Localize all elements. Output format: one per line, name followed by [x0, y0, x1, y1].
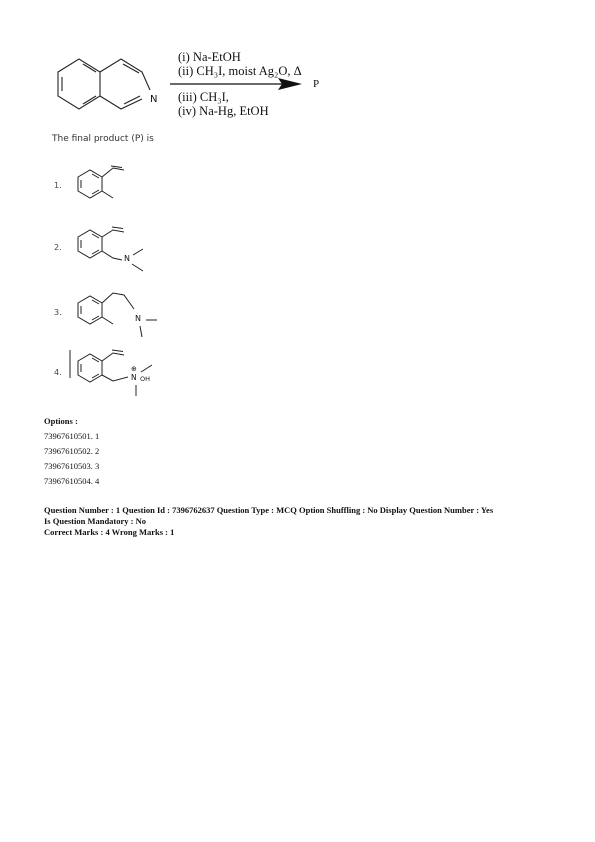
choice-number-3: 3.	[54, 308, 62, 317]
reagent-1: (i) Na-EtOH	[178, 50, 241, 64]
product-label: P	[313, 78, 320, 90]
reagent-4: (iv) Na-Hg, EtOH	[178, 104, 269, 118]
choice-number-4: 4.	[54, 368, 62, 377]
choice-4-charge-label: ⊕	[131, 365, 137, 373]
reagent-3: (iii) CH₃I,	[178, 90, 229, 104]
option-item-2: 73967610502. 2	[44, 446, 100, 456]
question-meta-line-1: Question Number : 1 Question Id : 7396762637 Question Type : MCQ Option Shuffling : No Display Question Number : Yes	[44, 505, 494, 515]
isoquinoline-n-label: N	[150, 94, 158, 105]
choice-4-oh-label: OH	[140, 375, 151, 383]
choice-3-n-label: N	[135, 314, 141, 323]
option-item-1: 73967610501. 1	[44, 431, 100, 441]
question-prompt: The final product (P) is	[52, 134, 154, 144]
option-item-4: 73967610504. 4	[44, 476, 100, 486]
choice-2-n-label: N	[124, 254, 130, 263]
choice-4-n-label: N	[131, 373, 137, 382]
choice-number-2: 2.	[54, 243, 62, 252]
options-title: Options :	[44, 416, 78, 426]
option-item-3: 73967610503. 3	[44, 461, 100, 471]
choice-number-1: 1.	[54, 181, 62, 190]
question-meta-line-3: Correct Marks : 4 Wrong Marks : 1	[44, 527, 175, 537]
question-meta-line-2: Is Question Mandatory : No	[44, 516, 147, 526]
reagent-2: (ii) CH₃I, moist Ag₂O, Δ	[178, 64, 302, 78]
question-meta	[44, 505, 564, 538]
